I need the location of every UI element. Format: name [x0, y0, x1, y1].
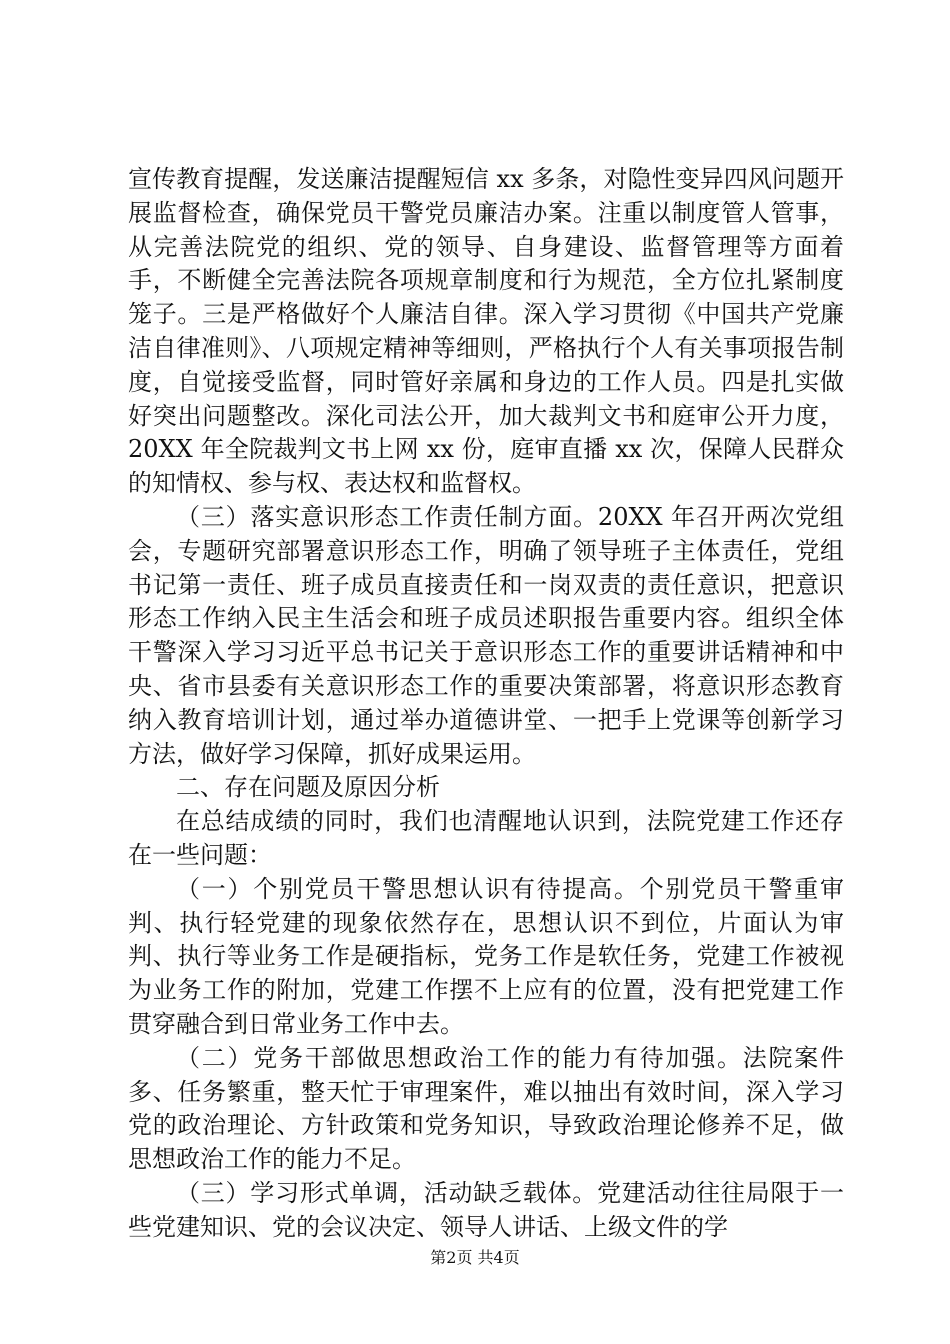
document-body [128, 163, 844, 1245]
paragraph-continuation: 宣传教育提醒，发送廉洁提醒短信 xx 多条，对隐性变异四风问题开展监督检查，确保党员干警党员廉洁办案。注重以制度管人管事，从完善法院党的组织、党的领导、自身建设、监督管理等方面着手，不断健全完善法院各项规章制度和行为规范，全方位扎紧制度笼子。三是严格做好个人廉洁自律。深入学习贯彻《中国共产党廉洁自律准则》、八项规定精神等细则，严格执行个人有关事项报告制度，自觉接受监督，同时管好亲属和身边的工作人员。四是扎实做好突出问题整改。深化司法公开，加大裁判文书和庭审公开力度，20XX 年全院裁判文书上网 xx 份，庭审直播 xx 次，保障人民群众的知情权、参与权、表达权和监督权。 [128, 165, 844, 498]
page-number-footer: 第2页 共4页 [430, 1248, 520, 1267]
paragraph-problem-1: （一）个别党员干警思想认识有待提高。个别党员干警重审判、执行轻党建的现象依然存在，思想认识不到位，片面认为审判、执行等业务工作是硬指标，党务工作是软任务，党建工作被视为业务工作的附加，党建工作摆不上应有的位置，没有把党建工作贯穿融合到日常业务工作中去。 [128, 874, 844, 1038]
paragraph-problem-2: （二）党务干部做思想政治工作的能力有待加强。法院案件多、任务繁重，整天忙于审理案件，难以抽出有效时间，深入学习党的政治理论、方针政策和党务知识，导致政治理论修养不足，做思想政治工作的能力不足。 [128, 1043, 844, 1174]
section-heading-problems: 二、存在问题及原因分析 [176, 773, 440, 802]
paragraph-ideology-responsibility: （三）落实意识形态工作责任制方面。20XX 年召开两次党组会，专题研究部署意识形态工作，明确了领导班子主体责任，党组书记第一责任、班子成员直接责任和一岗双责的责任意识，把意识形态工作纳入民主生活会和班子成员述职报告重要内容。组织全体干警深入学习习近平总书记关于意识形态工作的重要讲话精神和中央、省市县委有关意识形态工作的重要决策部署，将意识形态教育纳入教育培训计划，通过举办道德讲堂、一把手上党课等创新学习方法，做好学习保障，抓好成果运用。 [128, 502, 844, 768]
paragraph-problems-intro: 在总结成绩的同时，我们也清醒地认识到，法院党建工作还存在一些问题： [128, 807, 844, 869]
paragraph-problem-3: （三）学习形式单调，活动缺乏载体。党建活动往往局限于一些党建知识、党的会议决定、领导人讲话、上级文件的学 [128, 1178, 844, 1241]
